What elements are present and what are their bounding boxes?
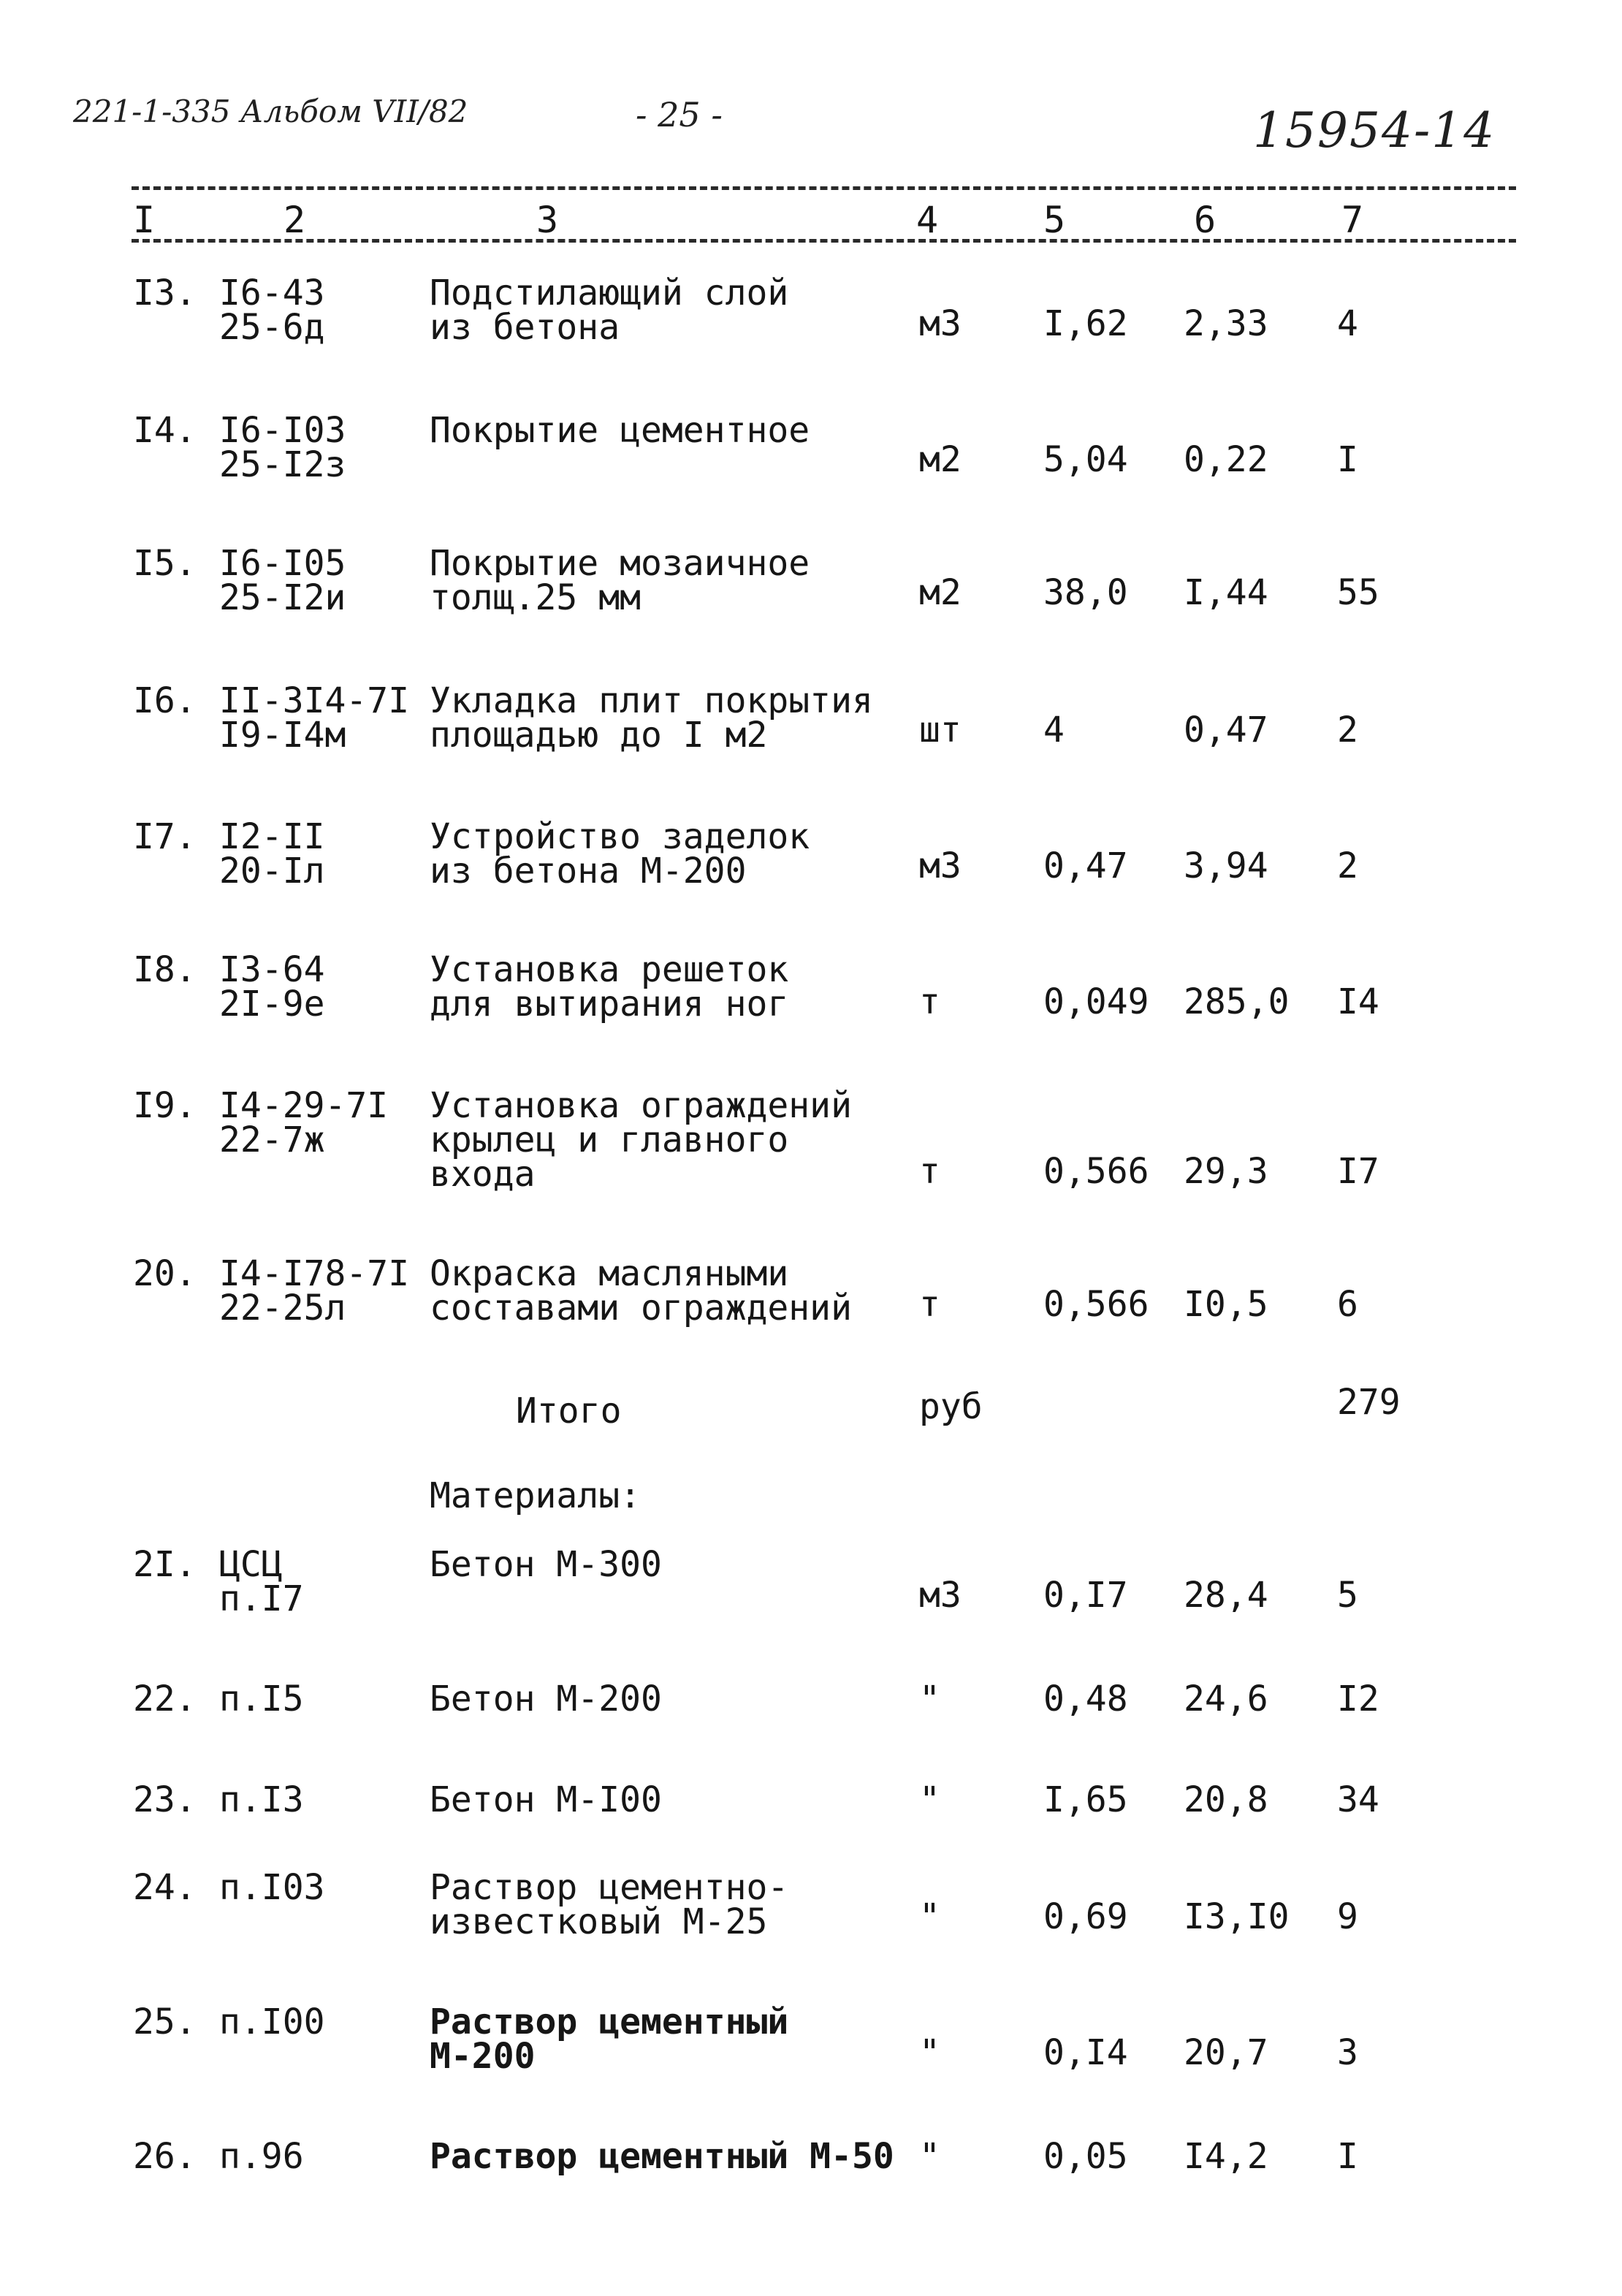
norm-code: I6-43 25-6д [219, 273, 325, 348]
norm-code: I4-29-7I 22-7ж [219, 1085, 389, 1160]
unit-price: I,44 [1184, 572, 1268, 613]
unit: шт [919, 710, 962, 750]
work-name: Установка решеток для вытирания ног [430, 949, 789, 1025]
total-sum: 279 [1337, 1382, 1401, 1423]
unit: " [919, 2032, 940, 2073]
total-cost: 34 [1337, 1779, 1379, 1820]
quantity: 5,04 [1043, 439, 1128, 480]
quantity: 0,47 [1043, 845, 1128, 886]
row-number: I4. [133, 410, 197, 451]
unit-price: 24,6 [1184, 1679, 1268, 1719]
norm-code: II-3I4-7I I9-I4м [219, 680, 410, 756]
unit-price: 0,22 [1184, 439, 1268, 480]
norm-code: п.I5 [219, 1679, 304, 1719]
total-cost: I [1337, 2136, 1358, 2177]
quantity: 0,566 [1043, 1151, 1149, 1192]
quantity: 0,48 [1043, 1679, 1128, 1719]
norm-code: I3-64 2I-9е [219, 949, 325, 1025]
total-cost: 4 [1337, 303, 1358, 344]
unit: м3 [919, 1575, 962, 1616]
work-name: Бетон М-I00 [430, 1779, 662, 1820]
total-cost: 5 [1337, 1575, 1358, 1616]
total-cost: I7 [1337, 1151, 1379, 1192]
unit: т [919, 1151, 940, 1192]
album-reference: 221-1-335 Альбом VII/82 [73, 94, 468, 129]
quantity: 0,049 [1043, 981, 1149, 1022]
column-header-7: 7 [1341, 199, 1364, 241]
work-name: Раствор цементный М-200 [430, 2002, 789, 2077]
header-rule-bottom [132, 239, 1516, 243]
work-name: Устройство заделок из бетона М-200 [430, 816, 810, 892]
column-header-5: 5 [1043, 199, 1066, 241]
header-rule-top [132, 186, 1516, 190]
work-name: Покрытие мозаичное толщ.25 мм [430, 543, 810, 618]
norm-code: I4-I78-7I 22-25л [219, 1253, 410, 1328]
unit-price: 0,47 [1184, 710, 1268, 750]
unit-price: 3,94 [1184, 845, 1268, 886]
total-cost: 3 [1337, 2032, 1358, 2073]
total-cost: I4 [1337, 981, 1379, 1022]
row-number: I6. [133, 680, 197, 721]
column-header-6: 6 [1194, 199, 1216, 241]
total-label: Итого [516, 1391, 622, 1432]
quantity: I,65 [1043, 1779, 1128, 1820]
norm-code: I2-II 20-Iл [219, 816, 325, 892]
work-name: Раствор цементно- известковый М-25 [430, 1867, 789, 1942]
total-unit: руб [919, 1386, 983, 1427]
unit-price: 20,8 [1184, 1779, 1268, 1820]
work-name: Укладка плит покрытия площадью до I м2 [430, 680, 873, 756]
work-name: Покрытие цементное [430, 410, 810, 451]
quantity: 4 [1043, 710, 1065, 750]
unit: м2 [919, 439, 962, 480]
row-number: 20. [133, 1253, 197, 1294]
work-name: Бетон М-200 [430, 1679, 662, 1719]
row-number: 23. [133, 1779, 197, 1820]
work-name: Раствор цементный М-50 [430, 2136, 894, 2177]
row-number: 22. [133, 1679, 197, 1719]
materials-heading: Материалы: [430, 1475, 641, 1516]
row-number: 24. [133, 1867, 197, 1908]
page-number: - 25 - [636, 95, 723, 134]
unit: " [919, 1779, 940, 1820]
column-header-1: I [133, 199, 156, 241]
unit: т [919, 981, 940, 1022]
work-name: Окраска масляными составами ограждений [430, 1253, 852, 1328]
norm-code: ЦСЦ п.I7 [219, 1544, 304, 1619]
unit: " [919, 1896, 940, 1937]
norm-code: п.I00 [219, 2002, 325, 2042]
total-cost: 6 [1337, 1284, 1358, 1325]
quantity: 0,69 [1043, 1896, 1128, 1937]
unit-price: I3,I0 [1184, 1896, 1290, 1937]
work-name: Подстилающий слой из бетона [430, 273, 789, 348]
row-number: I7. [133, 816, 197, 857]
row-number: I9. [133, 1085, 197, 1126]
quantity: 0,05 [1043, 2136, 1128, 2177]
unit-price: 285,0 [1184, 981, 1290, 1022]
row-number: I5. [133, 543, 197, 584]
unit: м3 [919, 845, 962, 886]
unit-price: 29,3 [1184, 1151, 1268, 1192]
row-number: 2I. [133, 1544, 197, 1585]
norm-code: I6-I03 25-I2з [219, 410, 346, 485]
unit-price: 20,7 [1184, 2032, 1268, 2073]
document-number: 15954-14 [1253, 102, 1496, 159]
row-number: I3. [133, 273, 197, 313]
unit-price: I4,2 [1184, 2136, 1268, 2177]
unit-price: 2,33 [1184, 303, 1268, 344]
norm-code: п.I03 [219, 1867, 325, 1908]
quantity: I,62 [1043, 303, 1128, 344]
total-cost: 2 [1337, 845, 1358, 886]
work-name: Бетон М-300 [430, 1544, 662, 1585]
unit: " [919, 2136, 940, 2177]
unit: " [919, 1679, 940, 1719]
work-name: Установка ограждений крылец и главного входа [430, 1085, 852, 1195]
column-header-3: 3 [536, 199, 559, 241]
unit-price: I0,5 [1184, 1284, 1268, 1325]
row-number: I8. [133, 949, 197, 990]
unit-price: 28,4 [1184, 1575, 1268, 1616]
total-cost: 9 [1337, 1896, 1358, 1937]
total-cost: I [1337, 439, 1358, 480]
norm-code: п.96 [219, 2136, 304, 2177]
row-number: 26. [133, 2136, 197, 2177]
norm-code: I6-I05 25-I2и [219, 543, 346, 618]
row-number: 25. [133, 2002, 197, 2042]
column-header-4: 4 [916, 199, 939, 241]
unit: м2 [919, 572, 962, 613]
total-cost: 55 [1337, 572, 1379, 613]
total-cost: I2 [1337, 1679, 1379, 1719]
quantity: 0,I4 [1043, 2032, 1128, 2073]
unit: м3 [919, 303, 962, 344]
norm-code: п.I3 [219, 1779, 304, 1820]
quantity: 0,566 [1043, 1284, 1149, 1325]
total-cost: 2 [1337, 710, 1358, 750]
column-header-2: 2 [283, 199, 306, 241]
unit: т [919, 1284, 940, 1325]
quantity: 0,I7 [1043, 1575, 1128, 1616]
quantity: 38,0 [1043, 572, 1128, 613]
